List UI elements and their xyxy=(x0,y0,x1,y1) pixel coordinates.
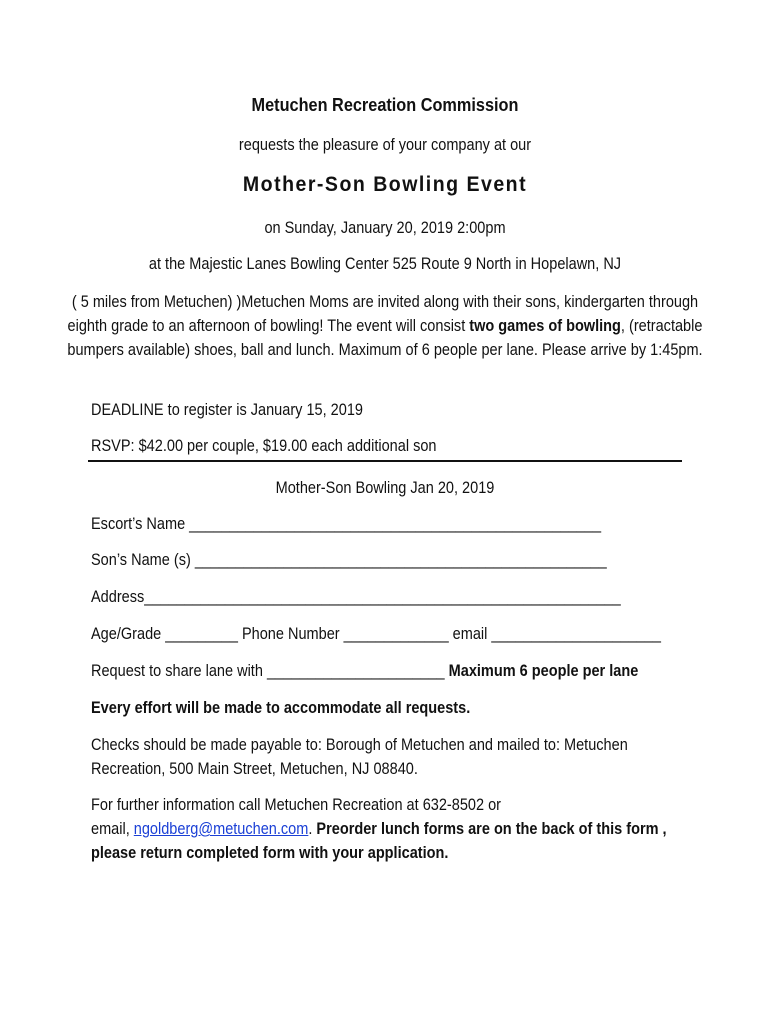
description-part1: ( 5 miles from Metuchen) )Metuchen Moms are invited along with their sons, kindergarten through eighth grade to an afternoon of bowling! The event will consist xyxy=(67,293,699,335)
escort-name-field[interactable]: Escort’s Name ___________________________________________________ xyxy=(91,515,602,533)
event-venue: at the Majestic Lanes Bowling Center 525 Route 9 North in Hopelawn, NJ xyxy=(148,255,622,273)
event-description xyxy=(62,290,708,362)
share-lane-max: Maximum 6 people per lane xyxy=(448,662,639,680)
email-link[interactable]: ngoldberg@metuchen.com xyxy=(133,820,309,838)
divider-line xyxy=(88,460,682,462)
info-after-email: . xyxy=(308,820,317,838)
form-title: Mother-Son Bowling Jan 20, 2019 xyxy=(275,479,495,497)
address-field[interactable]: Address___________________________________________________________ xyxy=(91,588,621,606)
deadline-text: DEADLINE to register is January 15, 2019 xyxy=(91,401,363,419)
age-phone-email-fields[interactable]: Age/Grade _________ Phone Number _____________ email _____________________ xyxy=(91,625,662,643)
event-date-time: on Sunday, January 20, 2019 2:00pm xyxy=(264,219,506,237)
sons-name-field[interactable]: Son’s Name (s) ___________________________________________________ xyxy=(91,551,607,569)
info-line-1: For further information call Metuchen Recreation at 632-8502 or xyxy=(91,796,502,814)
share-lane-field[interactable]: Request to share lane with ______________________ xyxy=(91,662,449,680)
checks-line-2: Recreation, 500 Main Street, Metuchen, NJ 08840. xyxy=(91,760,418,778)
organization-title: Metuchen Recreation Commission xyxy=(251,94,519,115)
rsvp-text: RSVP: $42.00 per couple, $19.00 each additional son xyxy=(91,437,437,455)
info-line-2 xyxy=(91,819,667,839)
checks-line-1: Checks should be made payable to: Borough of Metuchen and mailed to: Metuchen xyxy=(91,736,628,754)
event-title: Mother-Son Bowling Event xyxy=(242,173,528,196)
accommodate-note: Every effort will be made to accommodate all requests. xyxy=(91,699,471,717)
info-email-prefix: email, xyxy=(91,820,134,838)
share-lane-row xyxy=(91,661,638,681)
description-bold: two games of bowling xyxy=(469,317,621,335)
preorder-note: Preorder lunch forms are on the back of this form , xyxy=(316,820,667,838)
description-part2: , (retractable bumpers available) shoes, ball and lunch. Maximum of 6 people per lane. Please arrive by 1:45pm. xyxy=(67,317,703,359)
return-form-note: please return completed form with your application. xyxy=(91,844,449,862)
invitation-text: requests the pleasure of your company at our xyxy=(238,136,532,154)
